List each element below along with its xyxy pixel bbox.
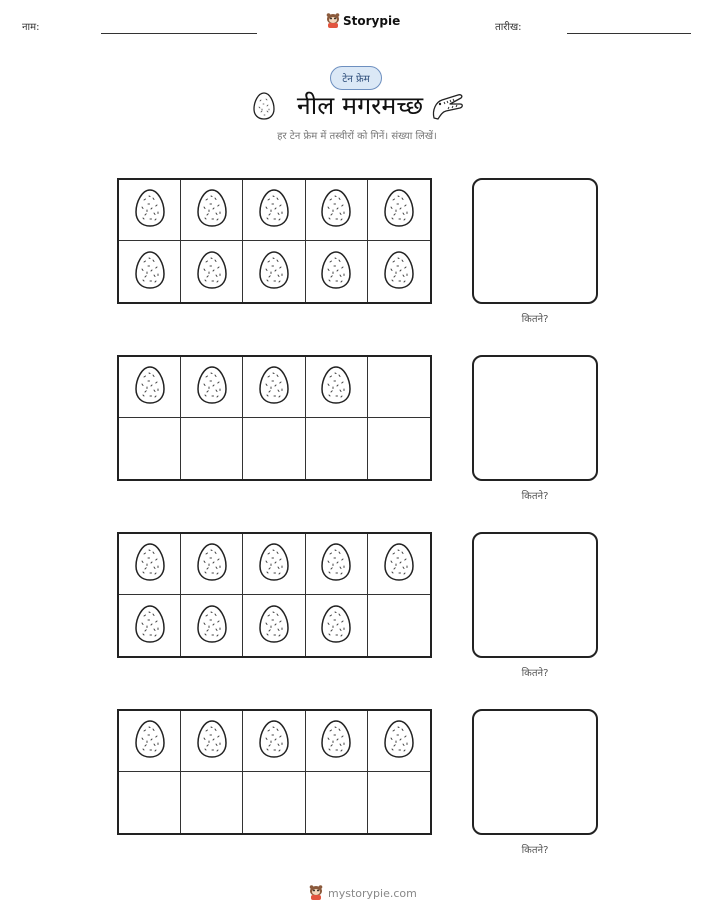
egg-icon <box>253 92 275 124</box>
frame-cell <box>368 418 430 479</box>
frame-cell <box>368 180 430 241</box>
frame-cell <box>368 241 430 302</box>
frame-cell <box>119 241 181 302</box>
frame-cell <box>243 772 305 833</box>
egg-icon <box>258 250 290 294</box>
egg-icon <box>196 604 228 648</box>
frame-cell <box>368 772 430 833</box>
frame-cell <box>119 772 181 833</box>
frame-cell <box>119 418 181 479</box>
storypie-logo-icon <box>326 13 340 29</box>
egg-icon <box>134 542 166 586</box>
name-write-line <box>101 33 257 34</box>
frame-cell <box>243 711 305 772</box>
frame-cell <box>119 180 181 241</box>
frame-cell <box>306 418 368 479</box>
frame-cell <box>306 357 368 418</box>
egg-icon <box>258 188 290 232</box>
ten-frame <box>117 532 432 658</box>
frame-cell <box>368 595 430 656</box>
frame-cell <box>243 595 305 656</box>
frame-cell <box>306 534 368 595</box>
frame-cell <box>243 357 305 418</box>
egg-icon <box>320 542 352 586</box>
date-label: तारीख: <box>495 22 522 33</box>
frame-cell <box>181 595 243 656</box>
answer-box[interactable] <box>472 355 598 481</box>
worksheet-tag: टेन फ्रेम <box>330 66 382 90</box>
egg-icon <box>134 719 166 763</box>
storypie-logo-icon <box>308 885 324 901</box>
egg-icon <box>320 604 352 648</box>
brand-name: Storypie <box>343 14 401 28</box>
frame-cell <box>181 241 243 302</box>
frame-cell <box>243 241 305 302</box>
frame-cell <box>181 711 243 772</box>
egg-icon <box>134 250 166 294</box>
frame-cell <box>119 534 181 595</box>
crocodile-icon <box>430 92 464 126</box>
frame-cell <box>306 772 368 833</box>
answer-box[interactable] <box>472 709 598 835</box>
answer-label: कितने? <box>521 314 549 325</box>
answer-box[interactable] <box>472 532 598 658</box>
egg-icon <box>196 188 228 232</box>
egg-icon <box>134 188 166 232</box>
frame-cell <box>368 711 430 772</box>
egg-icon <box>383 719 415 763</box>
frame-cell <box>181 357 243 418</box>
ten-frame <box>117 178 432 304</box>
page-title: नील मगरमच्छ <box>296 91 424 120</box>
egg-icon <box>134 604 166 648</box>
frame-cell <box>119 595 181 656</box>
frame-cell <box>306 595 368 656</box>
frame-cell <box>181 418 243 479</box>
answer-label: कितने? <box>521 491 549 502</box>
egg-icon <box>383 250 415 294</box>
egg-icon <box>196 719 228 763</box>
frame-cell <box>119 711 181 772</box>
instructions: हर टेन फ्रेम में तस्वीरों को गिनें। संख्या लिखें। <box>277 131 437 142</box>
frame-cell <box>119 357 181 418</box>
footer-site: mystorypie.com <box>328 886 417 900</box>
frame-cell <box>306 241 368 302</box>
egg-icon <box>320 250 352 294</box>
egg-icon <box>258 542 290 586</box>
frame-cell <box>243 534 305 595</box>
egg-icon <box>196 542 228 586</box>
answer-label: कितने? <box>521 668 549 679</box>
answer-label: कितने? <box>521 845 549 856</box>
frame-cell <box>306 711 368 772</box>
egg-icon <box>258 365 290 409</box>
ten-frame <box>117 355 432 481</box>
egg-icon <box>320 719 352 763</box>
egg-icon <box>196 250 228 294</box>
answer-box[interactable] <box>472 178 598 304</box>
egg-icon <box>258 719 290 763</box>
frame-cell <box>306 180 368 241</box>
frame-cell <box>181 180 243 241</box>
date-write-line <box>567 33 691 34</box>
frame-cell <box>243 418 305 479</box>
frame-cell <box>181 772 243 833</box>
egg-icon <box>134 365 166 409</box>
frame-cell <box>368 357 430 418</box>
egg-icon <box>196 365 228 409</box>
frame-cell <box>243 180 305 241</box>
egg-icon <box>383 542 415 586</box>
name-label: नाम: <box>22 22 40 33</box>
frame-cell <box>181 534 243 595</box>
egg-icon <box>258 604 290 648</box>
egg-icon <box>320 188 352 232</box>
brand <box>326 13 400 29</box>
ten-frame <box>117 709 432 835</box>
egg-icon <box>320 365 352 409</box>
frame-cell <box>368 534 430 595</box>
footer <box>308 885 417 901</box>
egg-icon <box>383 188 415 232</box>
